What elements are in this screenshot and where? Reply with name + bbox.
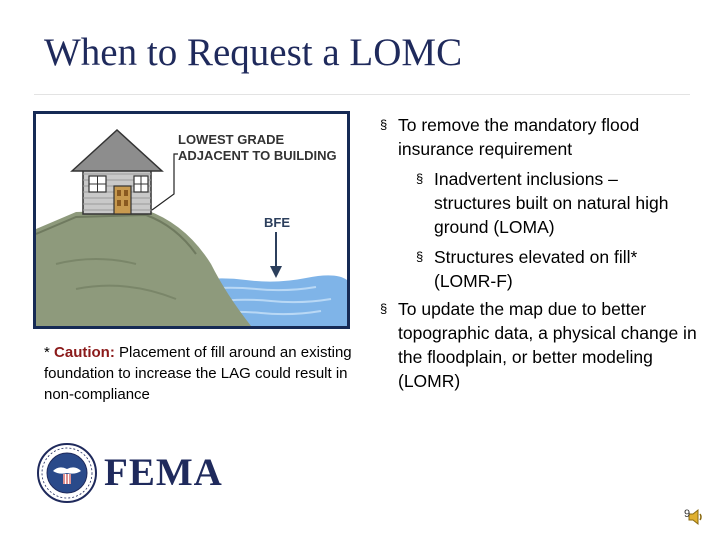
bullet-icon: § <box>380 117 388 132</box>
house-diagram <box>36 114 347 326</box>
caution-keyword: Caution: <box>54 344 115 361</box>
caution-asterisk: * <box>44 344 55 361</box>
bullet-item <box>378 297 698 393</box>
fema-wordmark: FEMA <box>104 451 223 494</box>
house-door <box>114 186 131 214</box>
bullet-text: Structures elevated on fill* (LOMR-F) <box>434 247 638 291</box>
bullet-icon: § <box>416 249 424 264</box>
caution-note <box>44 342 352 405</box>
bullet-text: To remove the mandatory flood insurance requirement <box>398 115 640 159</box>
bullet-text: Inadvertent inclusions – structures built on natural high ground (LOMA) <box>434 169 669 237</box>
bullet-item <box>378 113 698 161</box>
bullet-text: To update the map due to better topographic data, a physical change in the floodplain, or better modeling (LOMR) <box>398 299 697 391</box>
sub-bullet-item <box>378 245 698 293</box>
sub-bullet-item <box>378 167 698 239</box>
bullet-icon: § <box>416 171 424 186</box>
caution-text: Placement of fill around an existing foundation to increase the LAG could result in non-compliance <box>44 344 352 403</box>
slide-title: When to Request a LOMC <box>44 31 463 74</box>
bullet-icon: § <box>380 301 388 316</box>
bullet-list <box>378 113 698 393</box>
page-number: 9 <box>684 508 691 520</box>
dhs-seal-icon <box>35 441 99 505</box>
label-lowest-grade-1: LOWEST GRADE <box>178 132 285 147</box>
label-bfe: BFE <box>264 215 290 230</box>
label-lowest-grade-2: ADJACENT TO BUILDING <box>178 148 337 163</box>
house-elevation-illustration <box>33 111 350 329</box>
title-divider <box>34 94 690 95</box>
